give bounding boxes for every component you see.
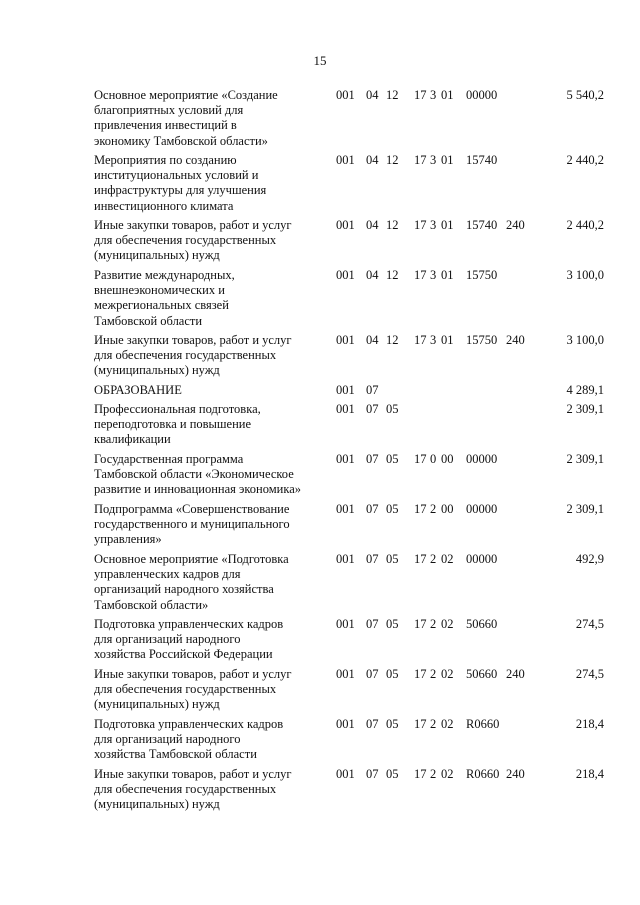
program-code: 17: [414, 617, 427, 631]
row-name: Иные закупки товаров, работ и услуг для обеспечения государственных (муниципальных) нужд: [94, 767, 292, 812]
table-row: [0, 383, 640, 402]
amount: 274,5: [575, 667, 604, 681]
section-code: 07: [366, 402, 379, 416]
amount: 218,4: [575, 717, 604, 731]
row-name: Подготовка управленческих кадров для организаций народного хозяйства Тамбовской области: [94, 717, 284, 762]
grbs-code: 001: [336, 452, 355, 466]
direction-code: 15750: [466, 333, 498, 347]
subprogram-code: 0: [430, 452, 437, 466]
direction-code: 50660: [466, 667, 498, 681]
grbs-code: 001: [336, 88, 355, 102]
row-name: Подготовка управленческих кадров для организаций народного хозяйства Российской Федерации: [94, 617, 284, 662]
amount: 4 289,1: [566, 383, 604, 397]
row-name: Иные закупки товаров, работ и услуг для обеспечения государственных (муниципальных) нужд: [94, 667, 292, 712]
program-code: 17: [414, 153, 427, 167]
amount: 2 440,2: [566, 153, 604, 167]
page-number: 15: [313, 53, 327, 68]
amount: 2 440,2: [566, 218, 604, 232]
program-code: 17: [414, 268, 427, 282]
table-row: [0, 153, 640, 218]
row-name: Государственная программа Тамбовской области «Экономическое развитие и инновационная экономика»: [94, 452, 302, 497]
row-name: Подпрограмма «Совершенствование государственного и муниципального управления»: [94, 502, 290, 547]
subsection-code: 05: [386, 667, 399, 681]
subsection-code: 12: [386, 88, 399, 102]
direction-code: R0660: [466, 767, 500, 781]
direction-code: R0660: [466, 717, 500, 731]
table-row: [0, 767, 640, 817]
event-code: 01: [441, 153, 454, 167]
amount: 2 309,1: [566, 402, 604, 416]
subprogram-code: 3: [430, 153, 437, 167]
direction-code: 15750: [466, 268, 498, 282]
subsection-code: 05: [386, 717, 399, 731]
subprogram-code: 2: [430, 552, 437, 566]
table-row: [0, 452, 640, 502]
table-row: [0, 333, 640, 383]
section-code: 04: [366, 333, 379, 347]
subsection-code: 05: [386, 452, 399, 466]
row-name: Иные закупки товаров, работ и услуг для обеспечения государственных (муниципальных) нужд: [94, 218, 292, 263]
subsection-code: 05: [386, 617, 399, 631]
event-code: 00: [441, 452, 454, 466]
grbs-code: 001: [336, 268, 355, 282]
amount: 5 540,2: [566, 88, 604, 102]
section-code: 07: [366, 617, 379, 631]
expense-type-code: 240: [506, 333, 525, 347]
subsection-code: 05: [386, 402, 399, 416]
row-name: Профессиональная подготовка, переподготовка и повышение квалификации: [94, 402, 261, 447]
amount: 218,4: [575, 767, 604, 781]
direction-code: 50660: [466, 617, 498, 631]
amount: 3 100,0: [566, 333, 604, 347]
grbs-code: 001: [336, 218, 355, 232]
direction-code: 00000: [466, 502, 498, 516]
expense-type-code: 240: [506, 767, 525, 781]
grbs-code: 001: [336, 153, 355, 167]
program-code: 17: [414, 717, 427, 731]
subsection-code: 12: [386, 218, 399, 232]
event-code: 01: [441, 333, 454, 347]
subsection-code: 05: [386, 502, 399, 516]
subsection-code: 12: [386, 153, 399, 167]
direction-code: 00000: [466, 452, 498, 466]
table-row: [0, 502, 640, 552]
section-code: 04: [366, 268, 379, 282]
grbs-code: 001: [336, 617, 355, 631]
direction-code: 00000: [466, 552, 498, 566]
subprogram-code: 3: [430, 218, 437, 232]
program-code: 17: [414, 218, 427, 232]
event-code: 02: [441, 717, 454, 731]
amount: 492,9: [575, 552, 604, 566]
table-row: [0, 218, 640, 268]
event-code: 02: [441, 667, 454, 681]
event-code: 00: [441, 502, 454, 516]
grbs-code: 001: [336, 667, 355, 681]
program-code: 17: [414, 767, 427, 781]
event-code: 01: [441, 218, 454, 232]
table-row: [0, 617, 640, 667]
event-code: 01: [441, 88, 454, 102]
program-code: 17: [414, 667, 427, 681]
subsection-code: 12: [386, 268, 399, 282]
grbs-code: 001: [336, 333, 355, 347]
table-row: [0, 402, 640, 452]
program-code: 17: [414, 88, 427, 102]
subprogram-code: 3: [430, 268, 437, 282]
grbs-code: 001: [336, 502, 355, 516]
section-code: 04: [366, 153, 379, 167]
row-name: Иные закупки товаров, работ и услуг для обеспечения государственных (муниципальных) нужд: [94, 333, 292, 378]
subprogram-code: 3: [430, 88, 437, 102]
program-code: 17: [414, 502, 427, 516]
subsection-code: 05: [386, 767, 399, 781]
row-name: Основное мероприятие «Подготовка управленческих кадров для организаций народного хозяйства Тамбовской области»: [94, 552, 289, 612]
subprogram-code: 2: [430, 717, 437, 731]
event-code: 02: [441, 552, 454, 566]
section-code: 07: [366, 383, 379, 397]
subsection-code: 05: [386, 552, 399, 566]
subprogram-code: 2: [430, 667, 437, 681]
amount: 274,5: [575, 617, 604, 631]
table-row: [0, 717, 640, 767]
program-code: 17: [414, 452, 427, 466]
event-code: 02: [441, 767, 454, 781]
table-row: [0, 667, 640, 717]
row-name: Основное мероприятие «Создание благоприятных условий для привлечения инвестиций в экономику Тамбовской области»: [94, 88, 278, 148]
direction-code: 15740: [466, 153, 498, 167]
grbs-code: 001: [336, 383, 355, 397]
subprogram-code: 2: [430, 617, 437, 631]
amount: 2 309,1: [566, 452, 604, 466]
program-code: 17: [414, 552, 427, 566]
event-code: 02: [441, 617, 454, 631]
subprogram-code: 3: [430, 333, 437, 347]
expense-type-code: 240: [506, 218, 525, 232]
subprogram-code: 2: [430, 502, 437, 516]
expense-type-code: 240: [506, 667, 525, 681]
row-name: Развитие международных, внешнеэкономических и межрегиональных связей Тамбовской области: [94, 268, 235, 328]
section-code: 07: [366, 767, 379, 781]
section-code: 07: [366, 717, 379, 731]
table-row: [0, 552, 640, 617]
grbs-code: 001: [336, 717, 355, 731]
direction-code: 00000: [466, 88, 498, 102]
event-code: 01: [441, 268, 454, 282]
section-code: 07: [366, 452, 379, 466]
table-row: [0, 268, 640, 333]
program-code: 17: [414, 333, 427, 347]
grbs-code: 001: [336, 767, 355, 781]
row-name: ОБРАЗОВАНИЕ: [94, 383, 182, 397]
subprogram-code: 2: [430, 767, 437, 781]
section-code: 07: [366, 667, 379, 681]
budget-table: [0, 88, 640, 817]
amount: 3 100,0: [566, 268, 604, 282]
section-code: 07: [366, 502, 379, 516]
table-row: [0, 88, 640, 153]
grbs-code: 001: [336, 402, 355, 416]
row-name: Мероприятия по созданию институциональных условий и инфраструктуры для улучшения инвестиционного климата: [94, 153, 267, 213]
amount: 2 309,1: [566, 502, 604, 516]
section-code: 04: [366, 218, 379, 232]
subsection-code: 12: [386, 333, 399, 347]
grbs-code: 001: [336, 552, 355, 566]
section-code: 07: [366, 552, 379, 566]
direction-code: 15740: [466, 218, 498, 232]
section-code: 04: [366, 88, 379, 102]
